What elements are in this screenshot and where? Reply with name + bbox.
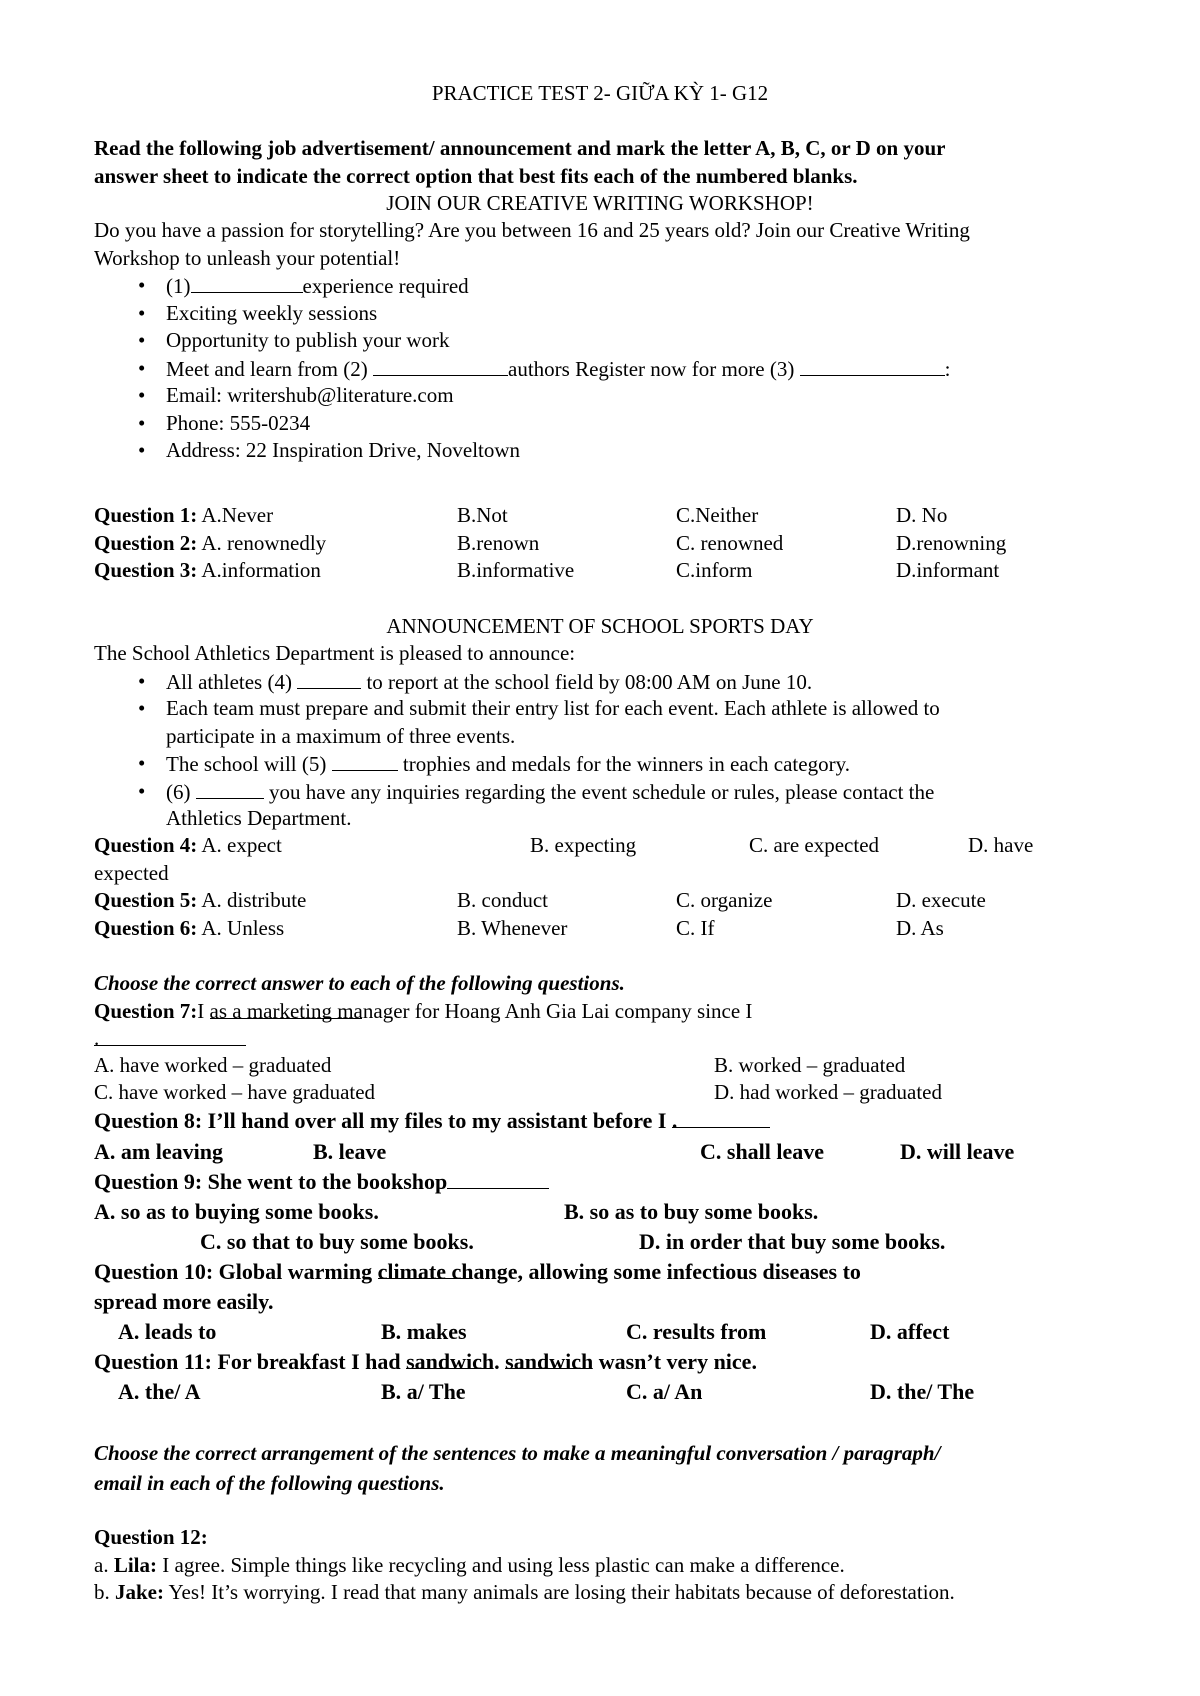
options-row: C. so that to buy some books. D. in order that buy some books.: [200, 1229, 946, 1254]
section1-instruction: [94, 135, 1124, 190]
list-item: • All athletes (4) to report at the school field by 08:00 AM on June 10.: [138, 668, 813, 694]
options-row: A. the/ A B. a/ The C. a/ An D. the/ The: [118, 1379, 975, 1404]
list-item: • Exciting weekly sessions: [94, 300, 1124, 328]
bullet-icon: •: [138, 778, 146, 803]
workshop-bullets: [94, 272, 1124, 465]
list-item: • Opportunity to publish your work: [94, 327, 1124, 355]
question-11: Question 11: For breakfast I had sandwich. sandwich wasn’t very nice.: [94, 1349, 757, 1374]
sports-day-intro: The School Athletics Department is pleased to announce:: [94, 641, 576, 665]
list-item: • Meet and learn from (2) authors Register now for more (3) :: [138, 355, 951, 381]
blank-10: [378, 1258, 470, 1279]
section3-instruction: Choose the correct answer to each of the following questions.: [94, 971, 625, 995]
intro-line: Do you have a passion for storytelling? Are you between 16 and 25 years old? Join our Creative Writing: [94, 218, 970, 242]
bullet-icon: •: [138, 438, 146, 462]
blank-2: [373, 355, 508, 376]
question-row: Question 2: A. renownedly B.renown C. renowned D.renowning: [94, 530, 1007, 555]
intro-line: Workshop to unleash your potential!: [94, 245, 401, 270]
question-continuation: expected: [94, 860, 169, 885]
bullet-icon: •: [138, 328, 146, 352]
bullet-icon: •: [138, 383, 146, 407]
blank-8: [672, 1107, 770, 1128]
section4-instruction-line: Choose the correct arrangement of the sentences to make a meaningful conversation / paragraph/: [94, 1441, 941, 1465]
question-row: Question 1: A.Never B.Not C.Neither D. No: [94, 503, 948, 527]
dialogue-line: a. Lila: I agree. Simple things like recycling and using less plastic can make a difference.: [94, 1552, 845, 1577]
options-row: A. leads to B. makes C. results from D. affect: [118, 1319, 950, 1344]
question-7-line2: .: [94, 1025, 1124, 1053]
options-row: A. have worked – graduated B. worked – graduated: [94, 1053, 906, 1077]
question-7: Question 7:I as a marketing manager for Hoang Anh Gia Lai company since I: [94, 998, 753, 1023]
blank-7a: [210, 998, 362, 1019]
question-10-line2: spread more easily.: [94, 1289, 274, 1314]
bullet-icon: •: [138, 273, 146, 297]
workshop-intro: [94, 217, 1124, 272]
question-row: Question 5: A. distribute B. conduct C. organize D. execute: [94, 888, 986, 912]
options-row: A. am leaving B. leave C. shall leave D. will leave: [94, 1139, 1015, 1164]
blank-11b: [505, 1348, 589, 1369]
blank-11a: [406, 1348, 490, 1369]
bullet-icon: •: [138, 355, 146, 380]
options-row: A. so as to buying some books. B. so as to buy some books.: [94, 1199, 819, 1224]
bullet-icon: •: [138, 300, 146, 325]
list-item: • (6) you have any inquiries regarding the event schedule or rules, please contact the Athletics Department.: [138, 778, 935, 830]
section4-instruction-line: email in each of the following questions.: [94, 1471, 445, 1495]
question-10: Question 10: Global warming climate change, allowing some infectious diseases to: [94, 1259, 861, 1284]
dialogue-line: b. Jake: Yes! It’s worrying. I read that many animals are losing their habitats because of deforestation.: [94, 1580, 955, 1604]
bullet-icon: •: [138, 751, 146, 775]
bullet-icon: •: [138, 410, 146, 435]
question-9: Question 9: She went to the bookshop: [94, 1168, 1124, 1199]
blank-4: [297, 668, 361, 689]
list-item: • Email: writershub@literature.com: [94, 382, 1124, 410]
instruction-line: answer sheet to indicate the correct option that best fits each of the numbered blanks.: [94, 163, 858, 188]
blank-7b: [94, 1025, 246, 1046]
list-item: • (1) experience required: [138, 273, 469, 298]
bullet-icon: •: [138, 668, 146, 693]
list-item: • Address: 22 Inspiration Drive, Noveltown: [94, 437, 1124, 465]
list-item: • Each team must prepare and submit their entry list for each event. Each athlete is allowed to participate in a maximum of three events.: [138, 696, 940, 748]
list-item: • Phone: 555-0234: [94, 410, 1124, 438]
question-12-label: Question 12:: [94, 1525, 208, 1549]
list-item: • The school will (5) trophies and medals for the winners in each category.: [138, 751, 850, 776]
blank-1: [191, 272, 303, 293]
question-row: Question 4: A. expect B. expecting C. are expected D. have: [94, 833, 1034, 857]
blank-6: [196, 778, 264, 799]
bullet-icon: •: [138, 696, 146, 720]
blank-3: [800, 355, 945, 376]
sports-day-heading: ANNOUNCEMENT OF SCHOOL SPORTS DAY: [386, 614, 814, 638]
page-title: PRACTICE TEST 2- GIỮA KỲ 1- G12: [431, 81, 769, 105]
sports-day-bullets: [94, 668, 1124, 833]
blank-9: [447, 1168, 549, 1189]
options-row: C. have worked – have graduated D. had worked – graduated: [94, 1080, 943, 1104]
question-row: Question 3: A.information B.informative C.inform D.informant: [94, 558, 1000, 582]
question-row: Question 6: A. Unless B. Whenever C. If D. As: [94, 915, 944, 940]
workshop-heading: JOIN OUR CREATIVE WRITING WORKSHOP!: [386, 191, 814, 215]
instruction-line: Read the following job advertisement/ announcement and mark the letter A, B, C, or D on your: [94, 136, 946, 160]
question-8: Question 8: I’ll hand over all my files to my assistant before I .: [94, 1107, 1124, 1138]
blank-5: [332, 750, 398, 771]
